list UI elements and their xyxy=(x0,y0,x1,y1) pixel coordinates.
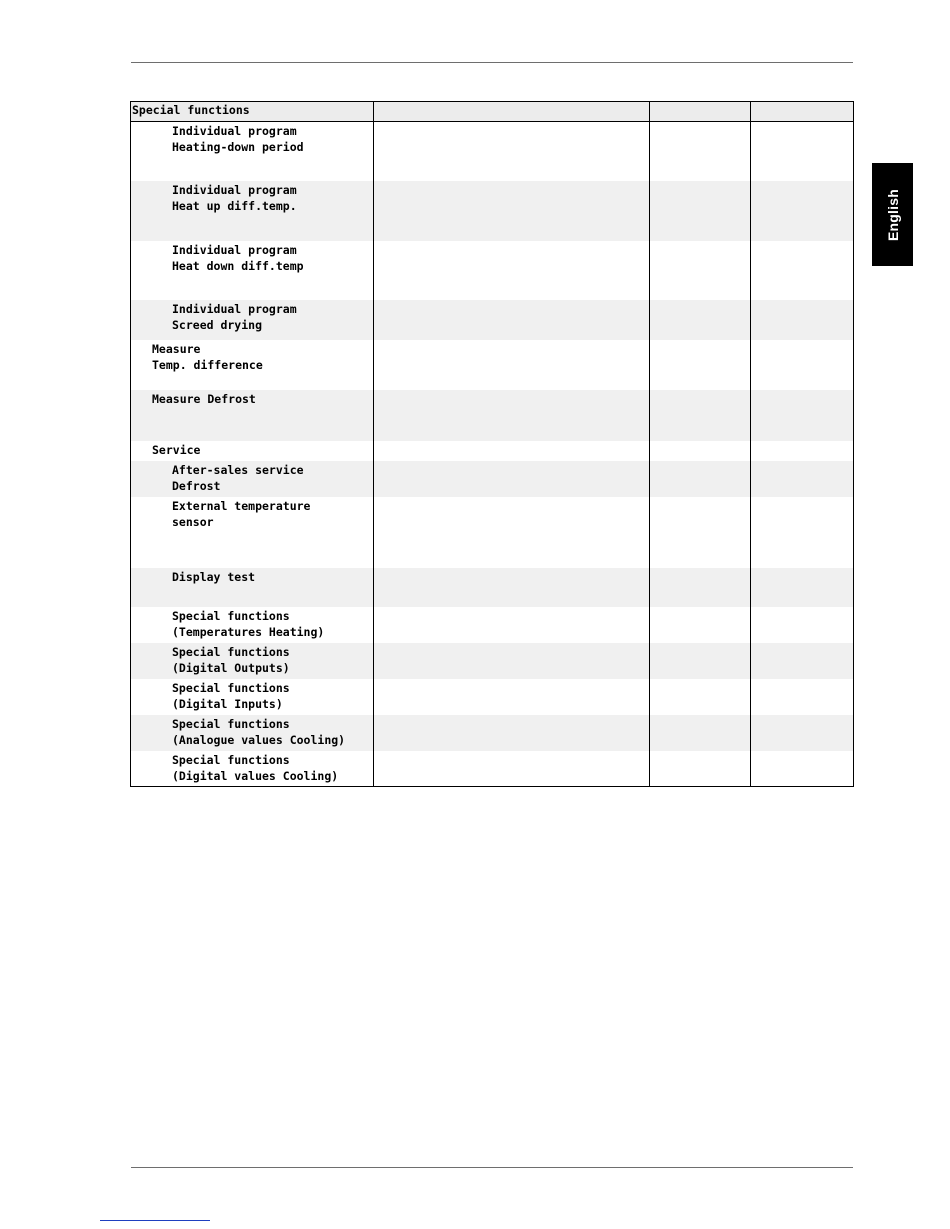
row-value-cell xyxy=(374,497,650,568)
row-label-cell xyxy=(131,181,374,241)
row-value-cell xyxy=(374,390,650,441)
row-value-cell xyxy=(751,751,854,787)
row-value-cell xyxy=(650,122,751,181)
row-label-cell xyxy=(131,715,374,751)
row-value-cell xyxy=(650,461,751,497)
row-value-cell xyxy=(374,643,650,679)
row-value-cell xyxy=(751,122,854,181)
language-tab-label: English xyxy=(884,188,901,241)
row-label-cell xyxy=(131,679,374,715)
row-value-cell xyxy=(751,643,854,679)
row-value-cell xyxy=(374,679,650,715)
row-label-cell xyxy=(131,340,374,390)
row-label-cell xyxy=(131,241,374,300)
row-value-cell xyxy=(751,607,854,643)
row-label: After-sales service Defrost xyxy=(172,462,304,493)
table-header-cell xyxy=(751,102,854,122)
row-label-cell xyxy=(131,607,374,643)
table-row xyxy=(131,122,854,181)
row-label: Special functions (Digital Inputs) xyxy=(172,680,290,711)
table-header-cell xyxy=(374,102,650,122)
footer-link-underline xyxy=(100,1220,210,1221)
row-value-cell xyxy=(374,751,650,787)
row-value-cell xyxy=(650,643,751,679)
row-value-cell xyxy=(751,461,854,497)
row-label: Display test xyxy=(172,569,256,584)
row-label-cell xyxy=(131,441,374,461)
row-label: Individual program Screed drying xyxy=(172,301,297,332)
row-value-cell xyxy=(751,497,854,568)
row-value-cell xyxy=(751,390,854,441)
table-header-cell xyxy=(650,102,751,122)
table-row xyxy=(131,241,854,300)
table-row xyxy=(131,679,854,715)
row-value-cell xyxy=(374,340,650,390)
row-value-cell xyxy=(374,568,650,607)
row-value-cell xyxy=(650,568,751,607)
row-value-cell xyxy=(374,122,650,181)
row-value-cell xyxy=(374,607,650,643)
row-label: Individual program Heating-down period xyxy=(172,124,304,154)
row-value-cell xyxy=(374,300,650,340)
row-label-cell xyxy=(131,461,374,497)
row-label-cell xyxy=(131,122,374,181)
row-value-cell xyxy=(751,679,854,715)
row-label: Measure Defrost xyxy=(152,391,256,406)
row-value-cell xyxy=(650,751,751,787)
table-row xyxy=(131,607,854,643)
footer-rule xyxy=(131,1167,853,1168)
row-value-cell xyxy=(751,241,854,300)
row-value-cell xyxy=(374,441,650,461)
special-functions-table xyxy=(130,101,854,787)
table-row xyxy=(131,181,854,241)
row-label: Measure Temp. difference xyxy=(152,341,263,372)
table-header-row xyxy=(131,102,854,122)
row-label-cell xyxy=(131,568,374,607)
table-row xyxy=(131,441,854,461)
row-value-cell xyxy=(374,461,650,497)
row-label-cell xyxy=(131,497,374,568)
header-rule xyxy=(131,62,853,63)
table-row xyxy=(131,340,854,390)
row-value-cell xyxy=(751,715,854,751)
table-row xyxy=(131,300,854,340)
row-value-cell xyxy=(650,300,751,340)
row-value-cell xyxy=(751,441,854,461)
table-row xyxy=(131,390,854,441)
row-value-cell xyxy=(650,340,751,390)
row-value-cell xyxy=(650,441,751,461)
row-label-cell xyxy=(131,751,374,787)
table-header-cell: Special functions xyxy=(131,102,374,122)
row-value-cell xyxy=(751,568,854,607)
table-body xyxy=(131,122,854,787)
row-label: External temperature sensor xyxy=(172,498,311,529)
row-label: Individual program Heat up diff.temp. xyxy=(172,182,297,213)
row-value-cell xyxy=(650,241,751,300)
row-label: Special functions (Analogue values Cooling) xyxy=(172,716,346,747)
row-label: Special functions (Digital values Cooling) xyxy=(172,752,339,783)
table-row xyxy=(131,568,854,607)
row-value-cell xyxy=(650,607,751,643)
row-label: Individual program Heat down diff.temp xyxy=(172,242,304,273)
row-value-cell xyxy=(650,715,751,751)
row-label-cell xyxy=(131,643,374,679)
row-label: Special functions (Digital Outputs) xyxy=(172,644,290,675)
row-value-cell xyxy=(650,679,751,715)
row-value-cell xyxy=(751,340,854,390)
table-row xyxy=(131,497,854,568)
row-label: Service xyxy=(152,442,201,457)
table-row xyxy=(131,643,854,679)
row-value-cell xyxy=(374,241,650,300)
row-value-cell xyxy=(374,715,650,751)
row-value-cell xyxy=(751,300,854,340)
language-tab xyxy=(872,163,913,266)
row-value-cell xyxy=(751,181,854,241)
row-label-cell xyxy=(131,390,374,441)
table-row xyxy=(131,751,854,787)
table-row xyxy=(131,461,854,497)
row-value-cell xyxy=(374,181,650,241)
row-value-cell xyxy=(650,390,751,441)
row-label: Special functions (Temperatures Heating) xyxy=(172,608,325,639)
table-row xyxy=(131,715,854,751)
row-value-cell xyxy=(650,497,751,568)
row-label-cell xyxy=(131,300,374,340)
row-value-cell xyxy=(650,181,751,241)
